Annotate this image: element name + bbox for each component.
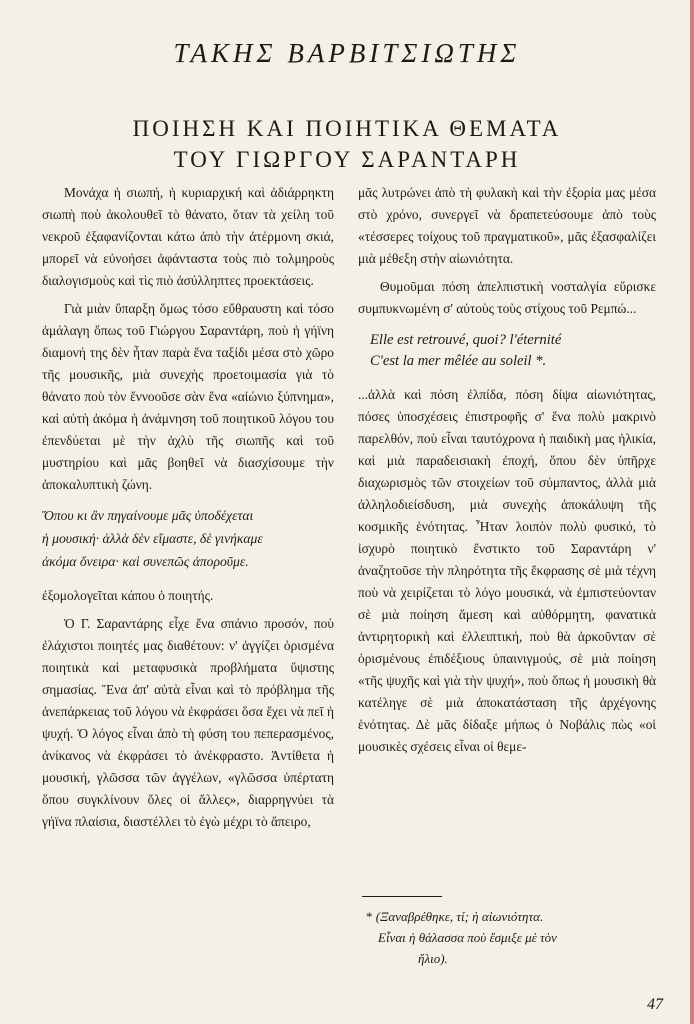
verse-line: ἡ μουσική· ἀλλὰ δὲν εἴμαστε, δὲ γινήκαμε <box>42 531 263 546</box>
footnote-text: (Ξαναβρέθηκε, τί; ἡ αἰωνιότητα. <box>375 909 544 924</box>
verse-quote <box>42 504 334 573</box>
verse-line: C'est la mer mêlée au soleil *. <box>370 353 547 369</box>
title-line-2: ΤΟΥ ΓΙΩΡΓΟΥ ΣΑΡΑΝΤΑΡΗ <box>173 147 521 172</box>
footnote <box>366 906 666 969</box>
paragraph: ἐξομολογεῖται κάπου ὁ ποιητής. <box>42 588 214 603</box>
paragraph: Θυμοῦμαι πόση ἀπελπιστικὴ νοσταλγία εὕρισκε συμπυκνωμένη σ' αὐτοὺς τοὺς στίχους τοῦ Ρεμπώ... <box>358 279 656 316</box>
french-verse-quote <box>370 330 656 372</box>
left-column <box>42 182 334 839</box>
verse-line: Elle est retrouvé, quoi? l'éternité <box>370 332 562 348</box>
footnote-rule <box>362 896 442 897</box>
footnote-line <box>366 906 666 927</box>
verse-line: ἀκόμα ὄνειρα· καὶ συνεπῶς ἀποροῦμε. <box>42 554 249 569</box>
scan-edge <box>690 0 694 1024</box>
footnote-line: ἥλιο). <box>418 951 448 966</box>
paragraph: μᾶς λυτρώνει ἀπὸ τὴ φυλακὴ καὶ τὴν ἐξορία μας μέσα στὸ χρόνο, συνεργεῖ νὰ δραπετεύσουμε ἀπὸ τοὺς «τέσσερες τοίχους τοῦ πραγματικοῦ», μᾶς ἐξασφαλίζει μιὰ μέθεξη στὴν αἰωνιότητα. <box>358 185 656 266</box>
page-number: 47 <box>647 996 663 1013</box>
author-name: ΤΑΚΗΣ ΒΑΡΒΙΤΣΙΩΤΗΣ <box>173 38 521 68</box>
right-column <box>358 182 656 764</box>
paragraph: Γιὰ μιὰν ὕπαρξη ὅμως τόσο εὔθραυστη καὶ τόσο ἀμάλαγη ὅπως τοῦ Γιώργου Σαραντάρη, ποὺ ἡ γήϊνη διαμονή της δὲν ἦταν παρὰ ἕνα ταξίδι μέσα στὸ χῶρο τῆς μουσικῆς, μιὰ συνεχὴς προετοιμασία γιὰ τὸ θάνατο ποὺ τὸν ἔννοοῦσε σὰν ἕνα «αἰώνιο ξύπνημα», καὶ αὐτὴ ἀκόμα ἡ ἀνάμνηση τοῦ ποιητικοῦ λόγου του ἐπενδύεται μὲ τὴν ἀχλὺ τῆς σιωπῆς καὶ τοῦ μυστηρίου καὶ μᾶς βοηθεῖ νὰ διασχίσουμε τὴν ἀποκαλυπτικὴ ζώνη. <box>42 301 334 492</box>
paragraph: Ὁ Γ. Σαραντάρης εἶχε ἕνα σπάνιο προσόν, ποὺ ἐλάχιστοι ποιητές μας διαθέτουν: ν' ἀγγίζει ὁρισμένα ποιητικὰ καὶ μεταφυσικὰ προβλήματα ὕψιστης σημασίας. Ἕνα ἀπ' αὐτὰ εἶναι καὶ τὸ πρόβλημα τῆς ἀνεπάρκειας τοῦ λόγου νὰ ἐκφράσει ὅσα ἔχει νὰ πεῖ ἡ ψυχή. Ὁ λόγος εἶναι ἀπὸ τὴ φύση του πεπερασμένος, ἀνίκανος νὰ ἐκφράσει τὸ ἀνέκφραστο. Ἀντίθετα ἡ μουσική, γλῶσσα τῶν ἀγγέλων, «γλῶσσα ὑπέρτατη ὅπου συγκλίνουν ὅλες οἱ ἄλλες», διαρρηγνύει τὰ γήϊνα πλαίσια, διαστέλλει τὸ ἐγὼ μέχρι τὸ ἄπειρο, <box>42 616 334 829</box>
title-line-1: ΠΟΙΗΣΗ ΚΑΙ ΠΟΙΗΤΙΚΑ ΘΕΜΑΤΑ <box>132 116 562 141</box>
paragraph: ...ἀλλὰ καὶ πόση ἐλπίδα, πόση δίψα αἰωνιότητας, πόσες ὑποσχέσεις ἐπιστροφῆς σ' ἕνα πολὺ μακρινὸ παρελθόν, ποὺ εἶναι ταυτόχρονα ἡ παιδικὴ μας ἡλικία, καὶ μιὰ παραδεισιακὴ ἐποχή, ὅπου δὲν ὑπῆρχε διαχωρισμὸς τῶν στοιχείων τοῦ σύμπαντος, ἀλλὰ μιὰ ἀλληλοδιείσδυση, μιὰ συνεχὴς ἀποκάλυψη τῆς κοσμικῆς ἑνότητας. Ἦταν λοιπὸν πολὺ φυσικό, τὸ ἰσχυρὸ ποιητικὸ ἔνστικτο τοῦ Σαραντάρη ν' ἀναζητοῦσε τὴν πληρότητα τῆς ἔκφρασης σὲ μιὰ τέχνη ποὺ νὰ χειρίζεται τὸ λόγο μουσικά, νὰ ἐμπιστεύονταν σὲ μιὰ ποίηση ἄμεση καὶ αὐθόρμητη, φανατικὰ ἀντιρητορικὴ καὶ ἐλλειπτική, ποὺ θὰ ἀρκοῦνταν σὲ ὁρισμένους ἐπιδέξιους ὑπαινιγμούς, σὲ μιὰ ποίηση «τῆς ψυχῆς καὶ γιὰ τὴν ψυχή», ποὺ ὅπως ἡ μουσικὴ θὰ κατέληγε σὲ μιὰ ἀποκατάσταση τῆς ἀρχέγονης ἑνότητας. Δὲ μᾶς δίδαξε μήπως ὁ Νοβάλις πὼς «οἱ μουσικὲς σχέσεις εἶναι οἱ θεμε- <box>358 387 656 754</box>
footnote-mark: * <box>366 909 373 924</box>
paragraph: Μονάχα ἡ σιωπή, ἡ κυριαρχική καὶ ἀδιάρρηκτη σιωπὴ ποὺ ἀκολουθεῖ τὸ θάνατο, ὅταν τὰ χείλη τοῦ νεκροῦ ἐξαφανίζονται κάτω ἀπὸ τὴν ἀτέρμονη σκιά, μπορεῖ νὰ εὐνοήσει ἀφάνταστα τοὺς πιὸ τολμηροὺς διαλογισμοὺς καὶ τὶς πιὸ ἀσύλληπτες προεκτάσεις. <box>42 185 334 288</box>
verse-line: Ὅπου κι ἂν πηγαίνουμε μᾶς ὑποδέχεται <box>42 508 254 523</box>
footnote-line: Εἶναι ἡ θάλασσα ποὺ ἔσμιξε μὲ τὸν <box>378 930 557 945</box>
article-title <box>0 113 694 175</box>
